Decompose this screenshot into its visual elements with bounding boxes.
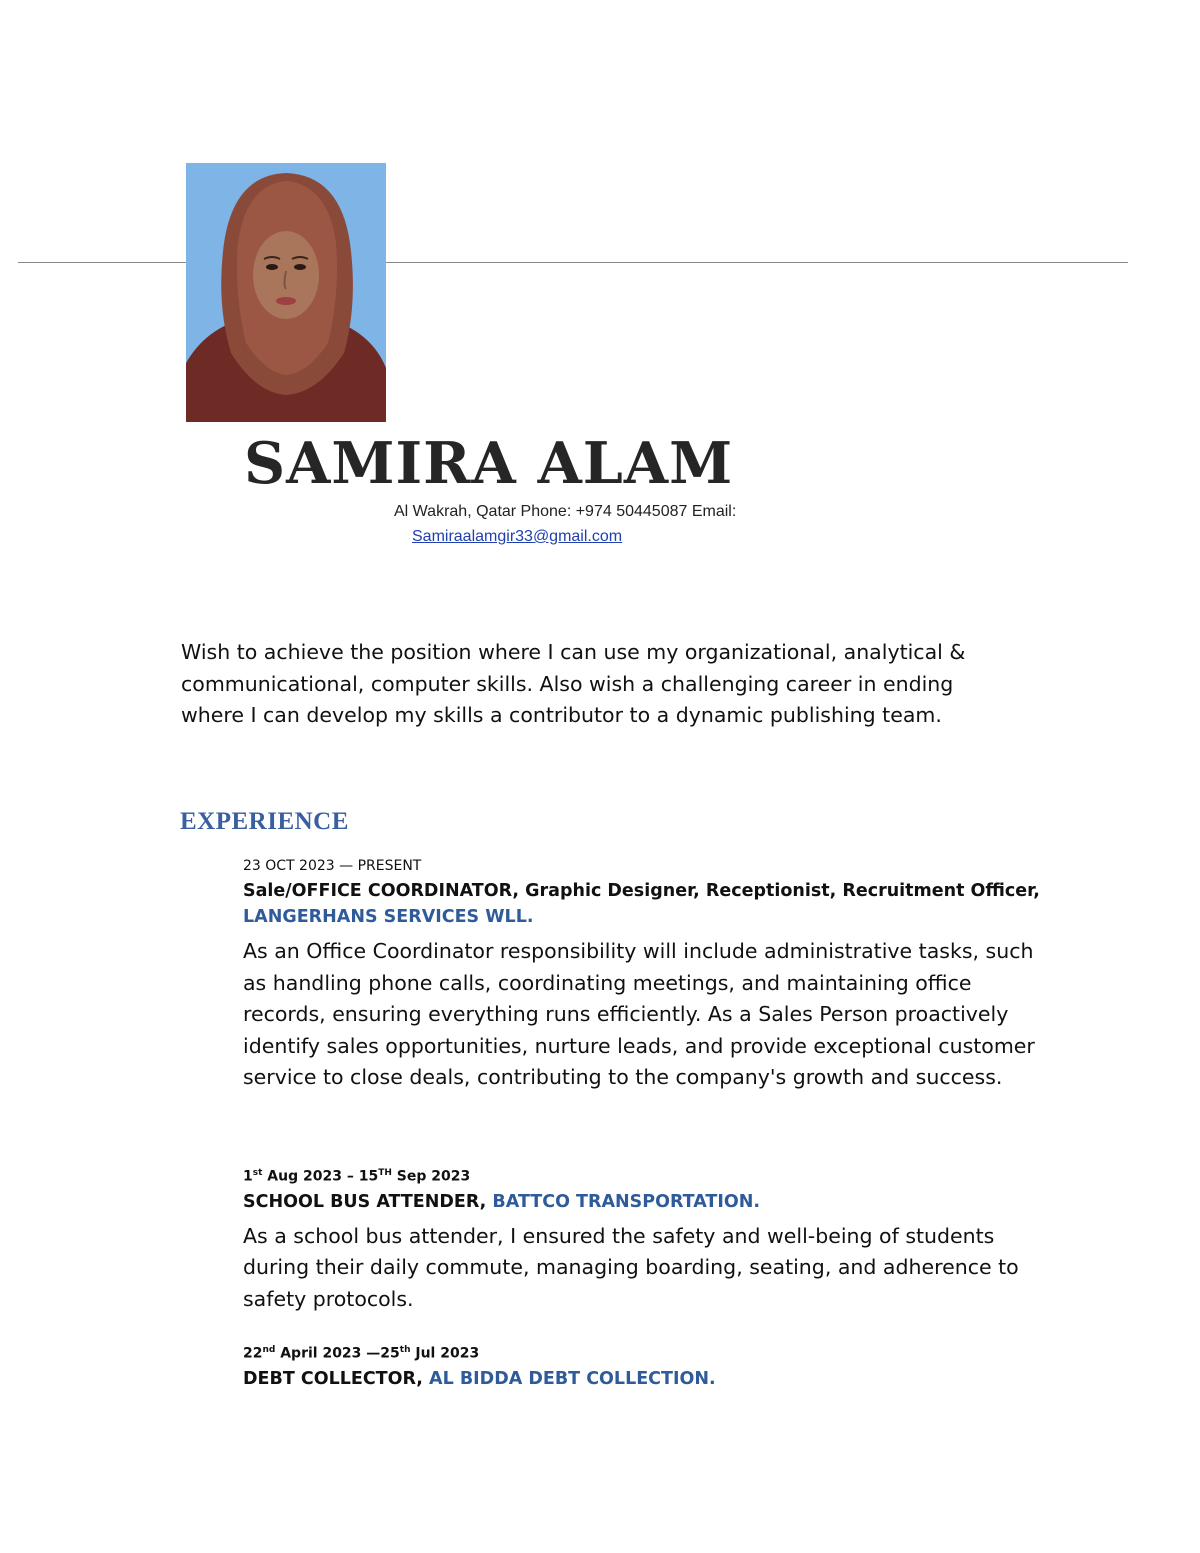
experience-heading: EXPERIENCE bbox=[180, 808, 349, 835]
header-divider bbox=[18, 262, 1128, 263]
date-end-rest: Jul 2023 bbox=[410, 1345, 480, 1362]
job-description-part: As a Sales Person proactively identify sales opportunities, nurture leads, and provide exceptional customer service to close deals, contributing to the company's growth and success. bbox=[243, 1002, 1035, 1089]
job-description-part: As an Office Coordinator responsibility will include administrative tasks, such as handling phone calls, coordinating meetings, and maintaining office records, ensuring everything runs efficiently. bbox=[243, 939, 1034, 1026]
date-start-day: 1 bbox=[243, 1168, 253, 1185]
profile-photo bbox=[186, 163, 386, 422]
job-company: LANGERHANS SERVICES WLL. bbox=[243, 907, 534, 927]
career-objective: Wish to achieve the position where I can use my organizational, analytical & communicational, computer skills. Also wish a challenging career in ending where I can develop my skills a contributor to a dynamic publishing team. bbox=[181, 640, 966, 727]
date-end-rest: Sep 2023 bbox=[391, 1168, 471, 1185]
job-title bbox=[243, 878, 1043, 930]
contact-line: Al Wakrah, Qatar Phone: +974 50445087 Email: bbox=[394, 503, 737, 520]
date-start-day: 22 bbox=[243, 1345, 263, 1362]
job-company: BATTCO TRANSPORTATION. bbox=[492, 1191, 761, 1212]
job-role: DEBT COLLECTOR, bbox=[243, 1368, 430, 1389]
job-date bbox=[243, 1168, 1043, 1185]
date-start-suffix: st bbox=[252, 1168, 263, 1178]
date-start-rest: April 2023 —25 bbox=[275, 1345, 400, 1362]
date-start-suffix: nd bbox=[262, 1345, 276, 1355]
email-link[interactable]: Samiraalamgir33@gmail.com bbox=[412, 528, 623, 545]
candidate-name: SAMIRA ALAM bbox=[244, 430, 734, 497]
job-description: As a school bus attender, I ensured the safety and well-being of students during their daily commute, managing boarding, seating, and adherence to safety protocols. bbox=[243, 1223, 1019, 1311]
experience-item bbox=[243, 858, 1043, 1094]
experience-item bbox=[243, 1345, 1043, 1392]
experience-item bbox=[243, 1168, 1043, 1315]
job-description bbox=[243, 936, 1043, 1094]
job-title bbox=[243, 1366, 1043, 1392]
date-end-suffix: TH bbox=[378, 1168, 392, 1178]
date-start-rest: Aug 2023 – 15 bbox=[262, 1168, 379, 1185]
job-date bbox=[243, 1345, 1043, 1362]
job-date: 23 OCT 2023 — PRESENT bbox=[243, 858, 422, 874]
job-title bbox=[243, 1189, 1043, 1215]
job-role: SCHOOL BUS ATTENDER, bbox=[243, 1191, 493, 1212]
job-role: Sale/OFFICE COORDINATOR, Graphic Designer, Receptionist, Recruitment Officer, bbox=[243, 881, 1040, 901]
date-end-suffix: th bbox=[399, 1345, 411, 1355]
job-company: AL BIDDA DEBT COLLECTION. bbox=[429, 1368, 716, 1389]
